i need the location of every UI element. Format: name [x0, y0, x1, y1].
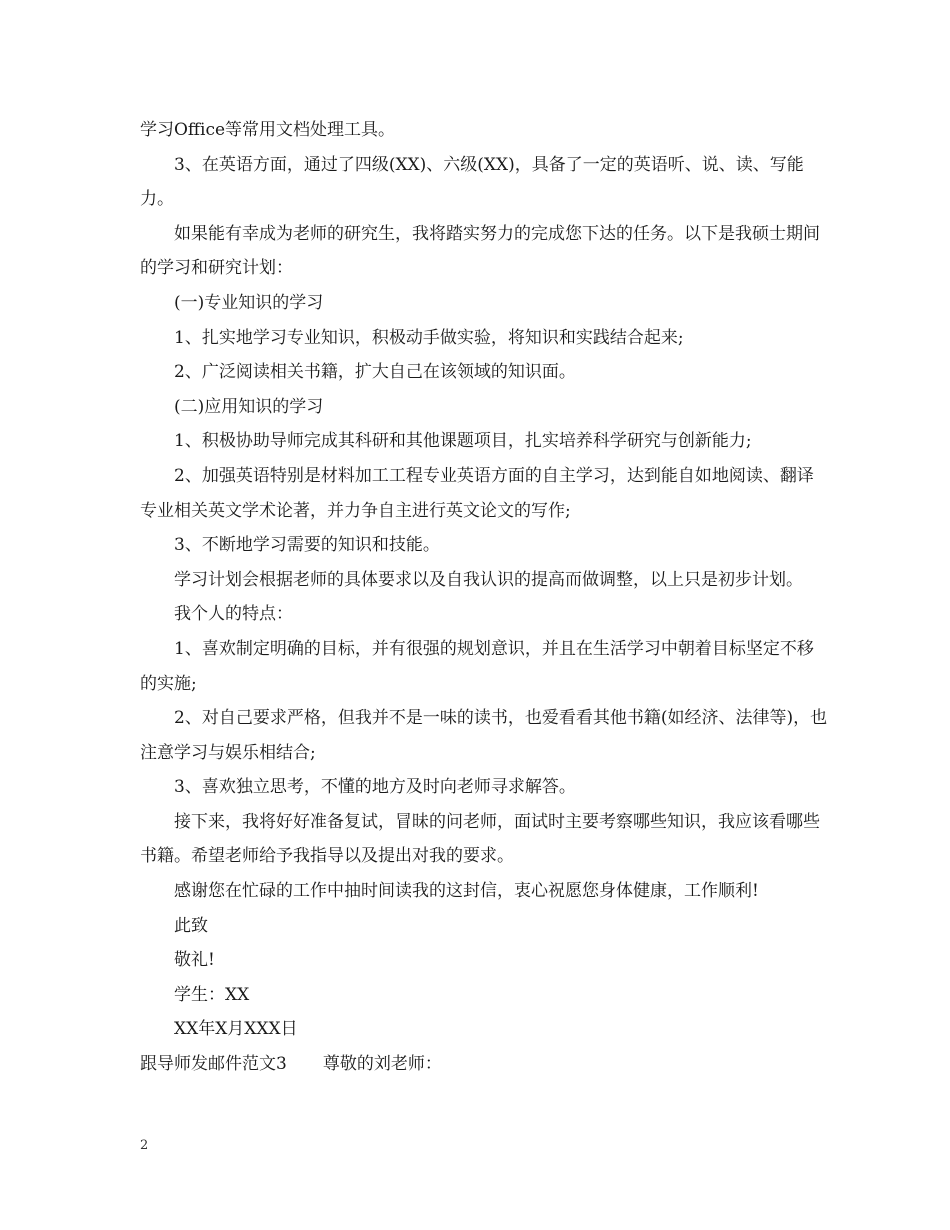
paragraph: 1、扎实地学习专业知识，积极动手做实验，将知识和实践结合起来; [174, 327, 684, 348]
paragraph: 如果能有幸成为老师的研究生，我将踏实努力的完成您下达的任务。以下是我硕士期间的学习和研究计划： [140, 223, 820, 279]
paragraph: 接下来，我将好好准备复试，冒昧的问老师，面试时主要考察哪些知识，我应该看哪些书籍。希望老师给予我指导以及提出对我的要求。 [140, 811, 820, 867]
paragraph: 我个人的特点： [174, 604, 293, 625]
document-body [140, 113, 830, 1082]
next-letter-heading [140, 1047, 830, 1082]
signature-student: 学生：XX [174, 984, 250, 1005]
next-letter-greeting: 尊敬的刘老师： [322, 1054, 442, 1075]
section-heading: (二)应用知识的学习 [174, 396, 324, 417]
page-number: 2 [140, 1138, 149, 1153]
paragraph: 2、加强英语特别是材料加工工程专业英语方面的自主学习，达到能自如地阅读、翻译专业相关英文学术论著，并力争自主进行英文论文的写作; [140, 465, 814, 521]
signature-date: XX年X月XXX日 [174, 1019, 298, 1040]
paragraph: 3、在英语方面，通过了四级(XX)、六级(XX)，具备了一定的英语听、说、读、写能力。 [140, 154, 804, 210]
paragraph: 学习Office等常用文档处理工具。 [140, 120, 396, 140]
paragraph: 2、广泛阅读相关书籍，扩大自己在该领域的知识面。 [174, 362, 576, 383]
paragraph: 1、喜欢制定明确的目标，并有很强的规划意识，并且在生活学习中朝着目标坚定不移的实施; [140, 638, 814, 694]
next-letter-title: 跟导师发邮件范文3 [140, 1054, 287, 1075]
paragraph: 3、不断地学习需要的知识和技能。 [174, 535, 440, 556]
paragraph: 感谢您在忙碌的工作中抽时间读我的这封信，衷心祝愿您身体健康，工作顺利! [174, 881, 759, 902]
section-heading: (一)专业知识的学习 [174, 292, 324, 313]
paragraph: 2、对自己要求严格，但我并不是一味的读书，也爱看看其他书籍(如经济、法律等)，也注意学习与娱乐相结合; [140, 708, 828, 763]
paragraph: 3、喜欢独立思考，不懂的地方及时向老师寻求解答。 [174, 777, 576, 798]
paragraph: 1、积极协助导师完成其科研和其他课题项目，扎实培养科学研究与创新能力; [174, 431, 752, 452]
paragraph: 学习计划会根据老师的具体要求以及自我认识的提高而做调整，以上只是初步计划。 [174, 569, 803, 590]
salutation-regards: 敬礼! [174, 950, 215, 971]
salutation-closing: 此致 [174, 915, 208, 936]
